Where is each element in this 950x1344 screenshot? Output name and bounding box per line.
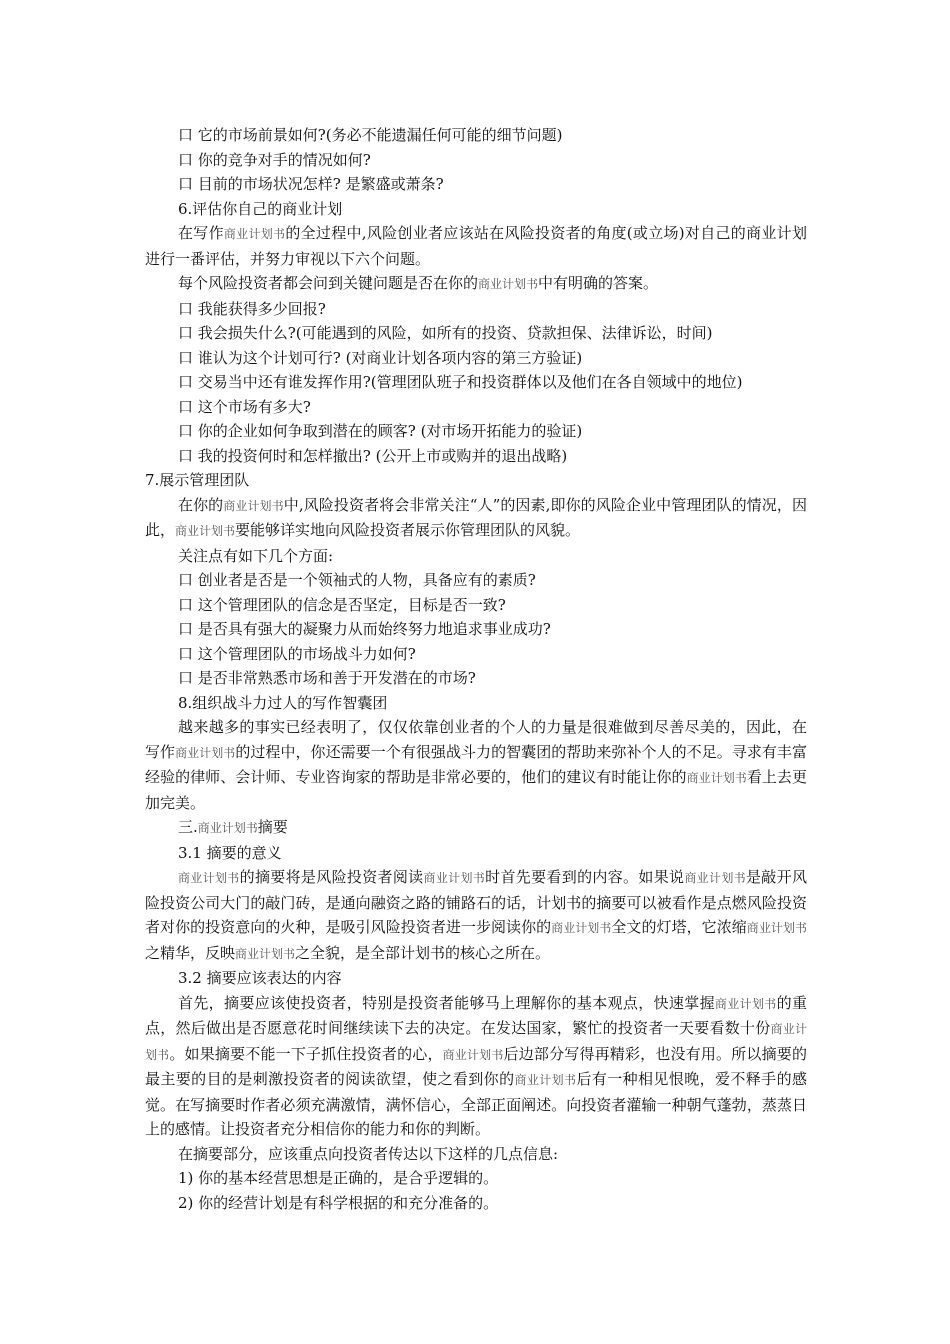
keyword: 商业计划书 [223,227,286,241]
text-run: 之全貌，是全部计划书的核心之所在。 [295,943,551,962]
team-point-leader: 口 创业者是否是一个领袖式的人物，具备应有的素质? [178,571,536,589]
question-customers: 口 你的企业如何争取到潜在的顾客? (对市场开拓能力的验证) [178,422,583,440]
keyword: 商业计划书 [551,921,612,935]
text-run: 中有明确的答案。 [538,274,659,292]
keyword: 商业计划书 [746,921,807,935]
team-point-market: 口 是否非常熟悉市场和善于开发潜在的市场? [178,669,476,687]
team-point-belief: 口 这个管理团队的信念是否坚定，目标是否一致? [178,595,506,614]
text-run: 首先，摘要应该使投资者，特别是投资者能够马上理解你的基本观点，快速掌握 [178,993,715,1012]
keyword: 商业计划书 [714,996,777,1011]
keyword: 商业计划书 [223,498,284,513]
paragraph-7b: 关注点有如下几个方面: [178,546,334,565]
text-run: 每个风险投资者都会问到关键问题是否在你的 [178,274,479,292]
paragraph-3-2b: 在摘要部分，应该重点向投资者传达以下这样的几点信息: [178,1144,559,1163]
paragraph-3-1 [145,865,807,966]
keyword: 商业计划书 [684,871,746,885]
keyword: 商业计划书 [423,871,486,885]
text-run: 的过程中，你还需要一个有很强战斗力的智囊团的帮助来弥补个人的不足。寻求有丰富经验的律师、会计师、专业咨询家的帮助是非常必要的，他们的建议有时能让你的 [145,742,807,786]
text-run: 后有一种相见恨晚，爱不释手的感觉。在写摘要时作者必须充满激情，满怀信心，全部正面阐述。向投资者灌输一种朝气蓬勃，蒸蒸日上的感情。让投资者充分相信你的能力和你的判断。 [145,1070,807,1138]
list-item-1: 1) 你的基本经营思想是正确的，是合乎逻辑的。 [178,1169,499,1187]
keyword: 商业计划书 [235,946,296,961]
paragraph-7a [145,493,807,544]
text-run: 要能够详实地向风险投资者展示你管理团队的风貌。 [235,521,581,539]
heading-6: 6.评估你自己的商业计划 [178,199,343,218]
question-loss: 口 我会损失什么?(可能遇到的风险，如所有的投资、贷款担保、法律诉讼，时间) [178,324,713,342]
heading-3-2: 3.2 摘要应该表达的内容 [178,969,342,987]
text-run: 在写作 [178,224,224,242]
question-exit: 口 我的投资何时和怎样撤出? (公开上市或购并的退出战略) [178,446,568,465]
keyword: 商业计划书 [442,1047,504,1062]
keyword: 商业计划书 [175,745,236,760]
document-page [145,123,807,1215]
paragraph-3-2 [145,991,807,1142]
paragraph-8 [145,715,807,815]
keyword: 商业计划书 [197,821,258,835]
text-run: 全文的灯塔，它浓缩 [611,918,747,936]
paragraph-6b [145,271,807,297]
question-feasibility: 口 谁认为这个计划可行? (对商业计划各项内容的第三方验证) [178,348,583,367]
keyword: 商业计划书 [178,871,240,885]
heading-8: 8.组织战斗力过人的写作智囊团 [178,693,388,712]
team-point-combat: 口 这个管理团队的市场战斗力如何? [178,644,416,663]
keyword: 商业计划书 [514,1073,577,1087]
team-point-cohesion: 口 是否具有强大的凝聚力从而始终努力地追求事业成功? [178,620,551,638]
question-players: 口 交易当中还有谁发挥作用?(管理团队班子和投资群体以及他们在各自领域中的地位) [178,373,743,391]
heading-7: 7.展示管理团队 [145,471,250,489]
text-run: 的重点，然后做出是否愿意花时间继续读下去的决定。在发达国家，繁忙的投资者一天要看数十份 [145,993,807,1037]
text-run: 后边部分写得再精彩，也没有用。所以摘要的最主要的目的是刺激投资者的阅读欲望，使之看到你的 [145,1044,807,1088]
keyword: 商业计划书 [175,524,236,538]
bullet-market-prospect: 口 它的市场前景如何?(务必不能遗漏任何可能的细节问题) [178,126,563,144]
text-run: 摘要 [257,818,288,836]
keyword: 商业计划书 [686,771,747,785]
text-run: 时首先要看到的内容。如果说 [485,868,685,886]
text-run: 的摘要将是风险投资者阅读 [239,868,424,886]
bullet-market-status: 口 目前的市场状况怎样? 是繁盛或萧条? [178,175,444,193]
text-run: 看上去更加完美。 [145,768,807,812]
text-run: 越来越多的事实已经表明了，仅仅依靠创业者的个人的力量是很难做到尽善尽美的，因此，在写作 [145,718,807,761]
paragraph-6a [145,221,807,271]
heading-section-3 [145,815,807,841]
list-item-2: 2) 你的经营计划是有科学根据的和充分准备的。 [178,1193,499,1212]
text-run: 之精华，反映 [145,943,236,962]
text-run: 三. [178,818,198,836]
heading-3-1: 3.1 摘要的意义 [178,843,282,862]
text-run: 中,风险投资者将会非常关注“人”的因素,即你的风险企业中管理团队的情况，因此， [145,495,807,539]
text-run: 是敲开风险投资公司大门的敲门砖，是通向融资之路的铺路石的话，计划书的摘要可以被看作是点燃风险投资者对你的投资意向的火种，是吸引风险投资者进一步阅读你的 [145,868,807,936]
keyword: 商业计划书 [145,1022,807,1062]
question-market-size: 口 这个市场有多大? [178,397,311,416]
question-return: 口 我能获得多少回报? [178,299,326,318]
text-run: 。如果摘要不能一下子抓住投资者的心， [169,1044,443,1063]
text-run: 在你的 [178,495,224,514]
bullet-competitors: 口 你的竞争对手的情况如何? [178,150,371,169]
text-run: 的全过程中,风险创业者应该站在风险投资者的角度(或立场)对自己的商业计划进行一番评估，并努力审视以下六个问题。 [145,224,807,268]
keyword: 商业计划书 [478,277,539,291]
